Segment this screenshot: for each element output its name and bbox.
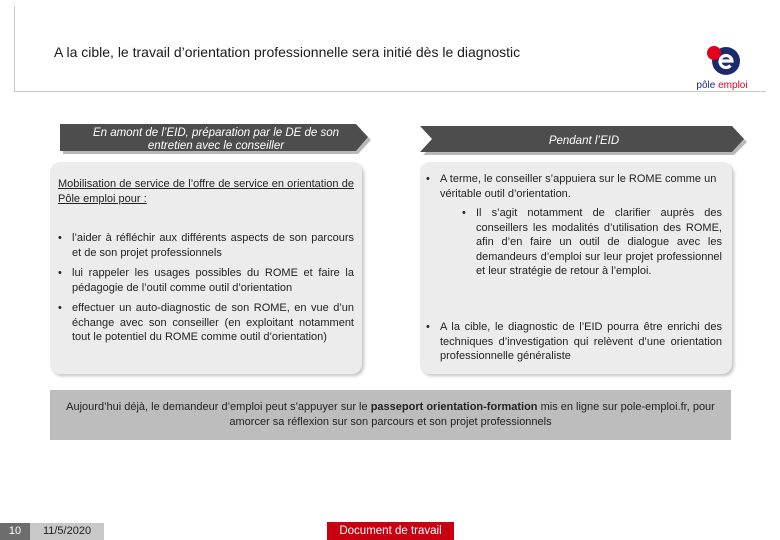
left-header-arrow [60,124,372,155]
right-bullet-text: A terme, le conseiller s’appuiera sur le ROME comme un véritable outil d’orientation. [440,173,717,200]
pole-emploi-logo-icon [690,44,754,80]
right-sub-bullet [462,206,722,279]
page-title: A la cible, le travail d’orientation professionnelle sera initié dès le diagnostic [54,44,521,60]
footer-date: 11/5/2020 [30,523,104,540]
right-bullet-text: A la cible, le diagnostic de l’EID pourra être enrichi des techniques d’investigation qui relèvent d’une orientation professionnelle généraliste [440,321,722,362]
right-bullet [426,172,724,201]
passeport-highlight: passeport orientation-formation [370,401,538,413]
right-header-arrow [420,126,748,156]
left-bullet [58,266,354,295]
right-sub-bullet-text: Il s’agit notamment de clarifier auprès des conseillers les modalités d’utilisation des ROME, afin d’en faire un outil de dialogue avec les demandeurs d’emploi sur leur projet professionnel et leur stratégie de retour à l’emploi. [476,207,722,277]
frame-left-rule [14,6,15,92]
bullet-dot: • [462,207,466,219]
logo-wordmark: pôle emploi [696,80,748,91]
bullet-dot: • [426,321,430,333]
pole-emploi-logo [690,44,754,94]
bullet-dot: • [426,173,430,185]
right-header-text: Pendant l’EID [548,134,620,147]
left-bullet [58,301,354,345]
left-intro: Mobilisation de service de l’offre de service en orientation de Pôle emploi pour : [58,178,354,205]
left-bullet-text: l’aider à réfléchir aux différents aspects de son parcours et de son projet professionnels [72,232,354,259]
left-header-text: En amont de l’EID, préparation par le DE de son entretien avec le conseiller [92,126,340,152]
page-number: 10 [0,523,30,540]
left-bullet-text: effectuer un auto-diagnostic de son ROME, en vue d’un échange avec son conseiller (en exploitant notamment tout le potentiel du ROME comme outil d’orientation) [72,302,354,343]
bullet-dot: • [58,232,62,244]
bottom-info-text: Aujourd’hui déjà, le demandeur d’emploi peut s’appuyer sur le passeport orientation-formation mis en ligne sur pole-emploi.fr, pour amorcer sa réflexion sur son parcours et son projet professionnels [66,401,715,428]
bullet-dot: • [58,302,62,314]
right-bullet [426,320,722,364]
frame-bottom-rule [14,91,766,92]
left-bullet-text: lui rappeler les usages possibles du ROME et faire la pédagogie de l’outil comme outil d’orientation [72,267,354,294]
left-bullet [58,231,354,260]
bottom-info-box [50,390,731,440]
document-label: Document de travail [327,522,454,540]
bullet-dot: • [58,267,62,279]
